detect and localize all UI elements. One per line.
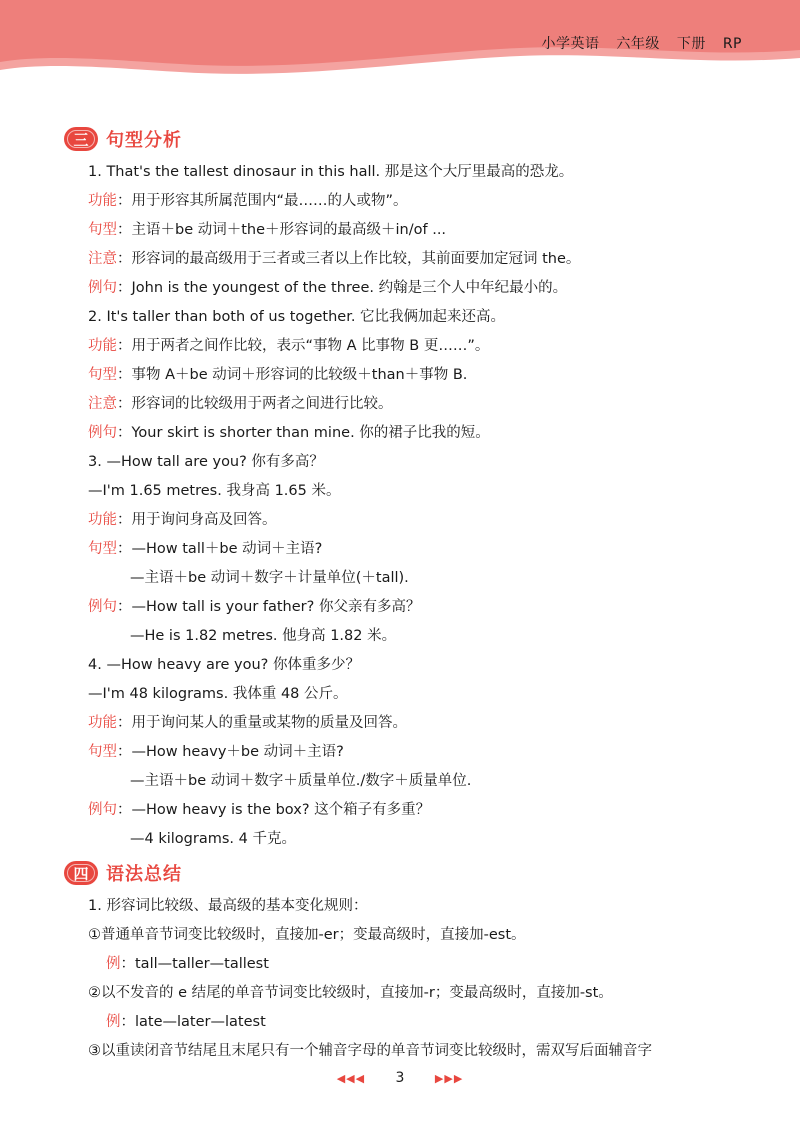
text-line: ②以不发音的 e 结尾的单音节词变比较级时，直接加-r；变最高级时，直接加-st。 <box>88 985 613 1001</box>
page-footer <box>0 1070 800 1086</box>
prev-arrows-icon: ◀◀◀ <box>336 1072 366 1085</box>
line-label: 句型 <box>88 541 117 557</box>
line-label: 功能 <box>88 512 117 528</box>
line-label: 功能 <box>88 193 117 209</box>
text-line: 4. —How heavy are you? 你体重多少？ <box>88 657 360 673</box>
section-heading-sentence-analysis <box>64 124 182 154</box>
text-line: 句型：—How tall＋be 动词＋主语? <box>88 541 323 557</box>
text-line: 注意：形容词的最高级用于三者或三者以上作比较，其前面要加定冠词 the。 <box>88 251 581 267</box>
section-badge: 三 <box>64 127 98 151</box>
line-label: 例句 <box>88 425 117 441</box>
line-label: 例句 <box>88 280 117 296</box>
next-arrows-icon: ▶▶▶ <box>434 1072 464 1085</box>
line-label: 句型 <box>88 222 117 238</box>
section-heading-grammar-summary <box>64 858 182 888</box>
header-volume: 下册 <box>676 36 706 52</box>
text-line: 1. That's the tallest dinosaur in this hall. 那是这个大厅里最高的恐龙。 <box>88 164 574 180</box>
text-line: ①普通单音节词变比较级时，直接加-er；变最高级时，直接加-est。 <box>88 927 526 943</box>
header-edition: RP <box>722 36 742 52</box>
section-title: 语法总结 <box>106 864 182 885</box>
header-info <box>529 33 742 53</box>
text-line: 例句：Your skirt is shorter than mine. 你的裙子比我的短。 <box>88 425 490 441</box>
text-line: —I'm 48 kilograms. 我体重 48 公斤。 <box>88 686 348 702</box>
text-line: 句型：主语＋be 动词＋the＋形容词的最高级＋in/of ... <box>88 222 447 238</box>
text-line: 例：late—later—latest <box>106 1014 266 1030</box>
text-line: 句型：事物 A＋be 动词＋形容词的比较级＋than＋事物 B. <box>88 367 468 383</box>
header-subject: 小学英语 <box>541 36 600 52</box>
text-line: —主语＋be 动词＋数字＋计量单位(＋tall). <box>130 570 409 586</box>
text-line: 功能：用于询问某人的重量或某物的质量及回答。 <box>88 715 407 731</box>
line-label: 句型 <box>88 367 117 383</box>
text-line: —4 kilograms. 4 千克。 <box>130 831 296 847</box>
line-label: 功能 <box>88 715 117 731</box>
text-line: 例句：—How heavy is the box? 这个箱子有多重？ <box>88 802 431 818</box>
line-label: 注意 <box>88 396 117 412</box>
line-label: 例句 <box>88 802 117 818</box>
text-line: 功能：用于询问身高及回答。 <box>88 512 277 528</box>
text-line: 例句：—How tall is your father? 你父亲有多高？ <box>88 599 421 615</box>
section-title: 句型分析 <box>106 130 182 151</box>
text-line: 2. It's taller than both of us together. 它比我俩加起来还高。 <box>88 309 506 325</box>
text-line: 1. 形容词比较级、最高级的基本变化规则： <box>88 898 368 914</box>
page-number: 3 <box>395 1070 405 1086</box>
line-label: 例 <box>106 1014 121 1030</box>
text-line: 句型：—How heavy＋be 动词＋主语? <box>88 744 344 760</box>
header-grade: 六年级 <box>616 36 660 52</box>
text-line: 注意：形容词的比较级用于两者之间进行比较。 <box>88 396 393 412</box>
line-label: 注意 <box>88 251 117 267</box>
line-label: 句型 <box>88 744 117 760</box>
text-line: 例：tall—taller—tallest <box>106 956 269 972</box>
text-line: ③以重读闭音节结尾且末尾只有一个辅音字母的单音节词变比较级时，需双写后面辅音字 <box>88 1043 652 1059</box>
text-line: —I'm 1.65 metres. 我身高 1.65 米。 <box>88 483 341 499</box>
line-label: 功能 <box>88 338 117 354</box>
text-line: 3. —How tall are you? 你有多高？ <box>88 454 324 470</box>
text-line: 例句：John is the youngest of the three. 约翰是三个人中年纪最小的。 <box>88 280 568 296</box>
text-line: 功能：用于形容其所属范围内“最……的人或物”。 <box>88 193 408 209</box>
line-label: 例 <box>106 956 121 972</box>
text-line: —主语＋be 动词＋数字＋质量单位./数字＋质量单位. <box>130 773 472 789</box>
text-line: —He is 1.82 metres. 他身高 1.82 米。 <box>130 628 397 644</box>
line-label: 例句 <box>88 599 117 615</box>
text-line: 功能：用于两者之间作比较，表示“事物 A 比事物 B 更……”。 <box>88 338 490 354</box>
section-badge: 四 <box>64 861 98 885</box>
